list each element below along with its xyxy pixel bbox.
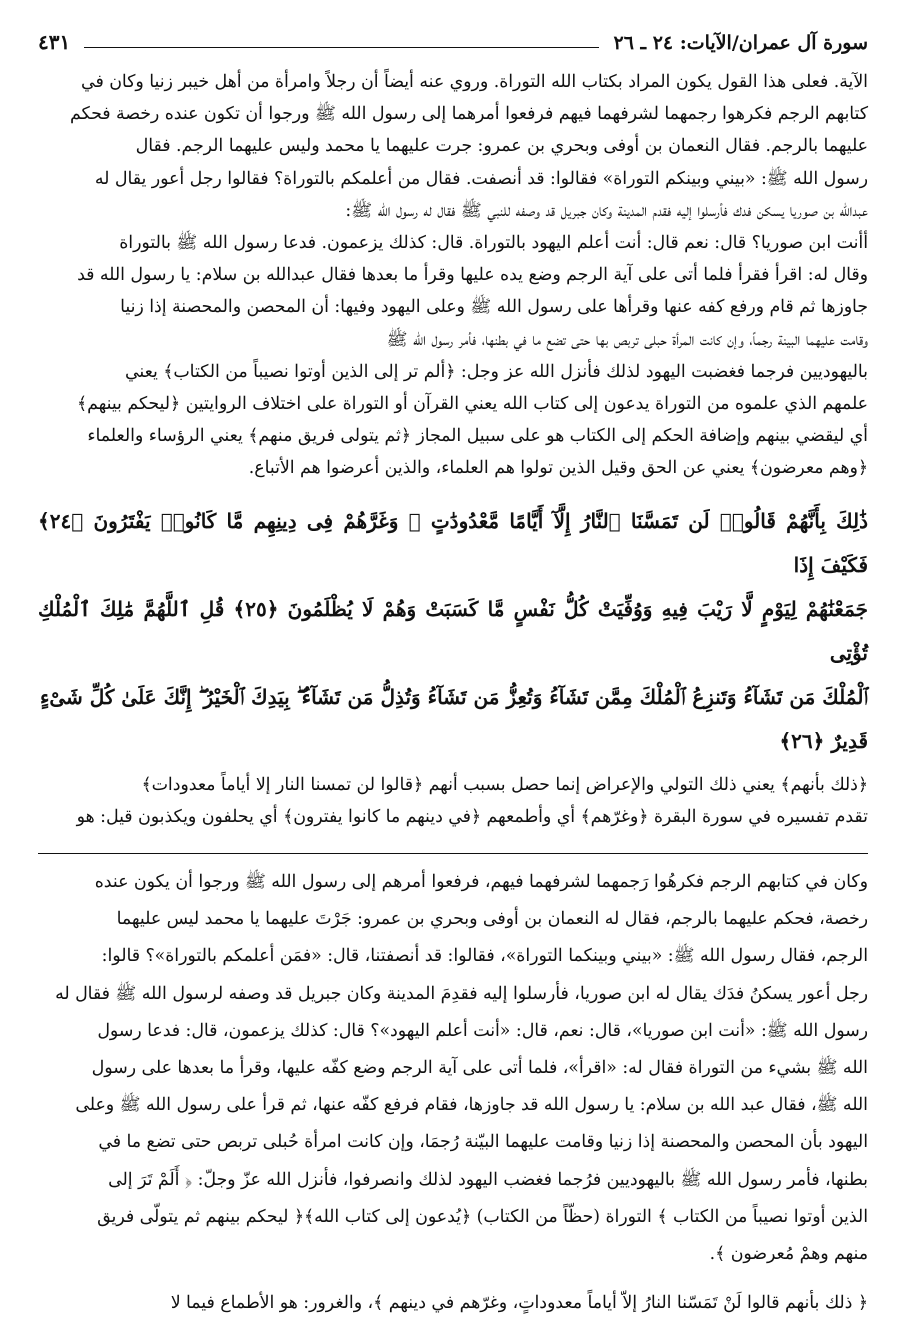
surah-title: سورة آل عمران/الآيات: ٢٤ ـ ٢٦ [613, 32, 868, 54]
footnote-line: اليهود بأن المحصن والمحصنة إذا زنيا وقامت عليهما البيّنة رُجمَا، وإن كانت امرأة حُبلى تربص حتى تضع ما في [98, 1132, 868, 1153]
footnote-line: الرجم، فقال رسول الله ﷺ: «بيني وبينكما التوراة»، فقالوا: قد أنصفتنا، قال: «فمَن أعلمكم بالتوراة»؟ قالوا: [101, 946, 868, 967]
footnote-line: رجل أعور يسكنُ فدَك يقال له ابن صوريا، فأرسلوا إليه فقدِمَ المدينة وكان جبريل قد وصفه لرسول الله ﷺ فقال له [55, 983, 868, 1004]
text-line: ﴿ذلك بأنهم﴾ يعني ذلك التولي والإعراض إنما حصل بسبب أنهم ﴿قالوا لن تمسنا النار إلا أياماً معدودات﴾ [141, 774, 868, 795]
page-header [38, 28, 868, 54]
footnote-line: رخصة، فحكم عليهما بالرجم، فقال له النعمان بن أوفى وبحري بن عمرو: جَرْتَ عليهما يا محمد ليس عليهما [116, 909, 868, 930]
footnote-line: منهم وهمْ مُعرضون ﴾. [709, 1244, 868, 1265]
text-line: عليهما بالرجم. فقال النعمان بن أوفى وبحري بن عمرو: جرت عليهما يا محمد وليس عليهما الرجم. فقال [135, 136, 868, 157]
text-line: الآية. فعلى هذا القول يكون المراد بكتاب الله التوراة. وروي عنه أيضاً أن رجلاً وامرأة من أهل خيبر زنيا وكان في [81, 72, 868, 92]
footnote-line: الله ﷺ، فقال عبد الله بن سلام: يا رسول الله قد جاوزها، فقام فرفع كفّه عنها، ثم قرأ على رسول الله ﷺ وعلى [75, 1095, 868, 1116]
bottom-commentary [38, 1287, 868, 1319]
text-line: رسول الله ﷺ: «بيني وبينكم التوراة» فقالوا: قد أنصفت. فقال من أعلمكم بالتوراة؟ فقالوا رجل أعور يقال له [94, 168, 868, 189]
text-line: كتابهم الرجم فكرهوا رجمهما لشرفهما فيهم فرفعوا أمرهما إلى رسول الله ﷺ ورجوا أن تكون عنده رخصة فحكم [70, 104, 868, 125]
verse-line: قَدِيرٌ ﴿٢٦﴾ [779, 728, 868, 753]
page [38, 28, 868, 1319]
footnote-block [38, 864, 868, 1273]
text-line: ﴿ ذلك بأنهم قالوا لَنْ تَمَسّنا النارُ إلاّ أياماً معدوداتٍ، وغرّهم في دينهم ﴾، والغرور: هو الأطماع فيما لا [170, 1293, 868, 1314]
tafsir-middle [38, 769, 868, 833]
verse-line: ٱلْمُلْكَ مَن تَشَآءُ وَتَنزِعُ ٱلْمُلْكَ مِمَّن تَشَآءُ وَتُعِزُّ مَن تَشَآءُ وَتُذِلُّ مَن تَشَآءُ ۖ بِيَدِكَ ٱلْخَيْرُ ۖ إِنَّكَ عَلَىٰ كُلِّ شَىْءٍ [39, 684, 868, 709]
text-line: وقامت عليهما البينة رجماً، وإن كانت المرأة حبلى تربص بها حتى تضع ما في بطنها، فأمر رسول الله ﷺ [386, 329, 868, 350]
footnote-line: رسول الله ﷺ: «أنت ابن صوريا»، قال: نعم، قال: «أنت أعلم اليهود»؟ قال: كذلك يزعمون، قال: فدعا رسول [97, 1020, 868, 1041]
quran-verses [38, 499, 868, 763]
tafsir-top [38, 66, 868, 485]
text-line: باليهوديين فرجما فغضبت اليهود لذلك فأنزل الله عز وجل: ﴿ألم تر إلى الذين أوتوا نصيباً من الكتاب﴾ يعني [125, 361, 868, 382]
page-number: ٤٣١ [38, 30, 71, 54]
text-line: تقدم تفسيره في سورة البقرة ﴿وغرّهم﴾ أي وأطمعهم ﴿في دينهم ما كانوا يفترون﴾ أي يحلفون ويكذبون قيل: هو [76, 806, 868, 827]
text-line: جاوزها ثم قام ورفع كفه عنها وقرأها على رسول الله ﷺ وعلى اليهود وفيها: أن المحصن والمحصنة إذا زنيا [120, 297, 868, 318]
text-line: عبدالله بن صوريا يسكن فدك فأرسلوا إليه فقدم المدينة وكان جبريل قد وصفه للنبي ﷺ فقال له رسول الله ﷺ: [345, 200, 868, 221]
text-line: أي ليقضي بينهم وإضافة الحكم إلى الكتاب هو على سبيل المجاز ﴿ثم يتولى فريق منهم﴾ يعني الرؤساء والعلماء [87, 426, 868, 447]
footnote-line: وكان في كتابهم الرجم فكرهُوا رَجمهما لشرفهما فيهم، فرفعوا أمرهم إلى رسول الله ﷺ ورجوا أن يكون عنده [94, 872, 868, 893]
header-rule [84, 47, 599, 48]
footnote-line: الله ﷺ بشيء من التوراة فقال له: «اقرأ»، فلما أتى على آية الرجم وضع كفّه عليها، وقرأ ما بعدها على رسول [91, 1058, 868, 1079]
verse-line: ذَٰلِكَ بِأَنَّهُمْ قَالُوا۟ لَن تَمَسَّنَا ٱلنَّارُ إِلَّآ أَيَّامًا مَّعْدُودَٰتٍ ۖ وَغَرَّهُمْ فِى دِينِهِم مَّا كَانُوا۟ يَفْتَرُونَ ﴿٢٤﴾ فَكَيْفَ إِذَا [38, 508, 868, 577]
verse-line: جَمَعْنَٰهُمْ لِيَوْمٍ لَّا رَيْبَ فِيهِ وَوُفِّيَتْ كُلُّ نَفْسٍ مَّا كَسَبَتْ وَهُمْ لَا يُظْلَمُونَ ﴿٢٥﴾ قُلِ ٱللَّهُمَّ مَٰلِكَ ٱلْمُلْكِ تُؤْتِى [38, 596, 869, 665]
footnote-divider [38, 853, 868, 854]
text-line: أأنت ابن صوريا؟ قال: نعم قال: أنت أعلم اليهود بالتوراة. قال: كذلك يزعمون. فدعا رسول الله ﷺ بالتوراة [119, 233, 868, 254]
text-line: وقال له: اقرأ فقرأ فلما أتى على آية الرجم وضع يده عليها وقرأ ما بعدها فقال عبدالله بن سلام: يا رسول الله قد [77, 265, 868, 286]
footnote-line: بطنها، فأمر رسول الله ﷺ باليهوديين فرُجما فغضب اليهود لذلك وانصرفوا، فأنزل الله عزّ وجلّ: ﴿ أَلَمْ تَرَ إلى [108, 1169, 868, 1190]
text-line: علمهم الذي علموه من التوراة يدعون إلى كتاب الله يعني القرآن أو التوراة على اختلاف الروايتين ﴿ليحكم بينهم﴾ [77, 394, 868, 415]
footnote-line: الذين أوتوا نصيباً من الكتاب ﴾ التوراة (حظّاً من الكتاب) ﴿يُدعون إلى كتاب الله﴾﴿ ليحكم بينهم ثم يتولّى فريق [97, 1206, 868, 1227]
text-line: ﴿وهم معرضون﴾ يعني عن الحق وقيل الذين تولوا هم العلماء، والذين أعرضوا هم الأتباع. [248, 458, 868, 479]
